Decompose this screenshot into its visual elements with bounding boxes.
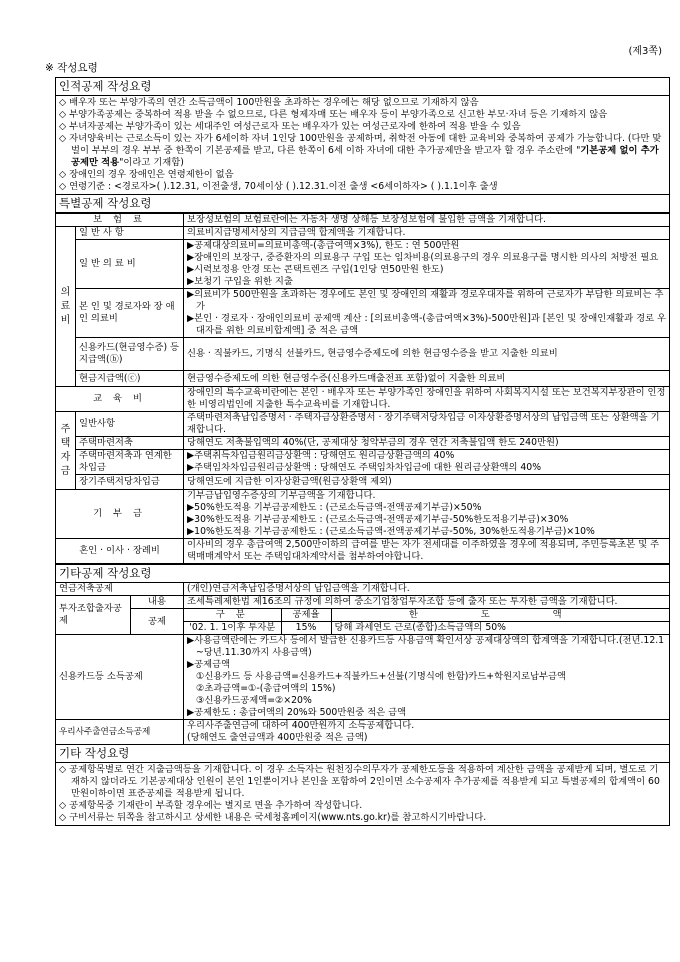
list-item: ◇ 공제항목중 기재란이 부족할 경우에는 별지로 면을 추가하여 작성합니다. <box>59 800 363 811</box>
row-label: 보 험 료 <box>56 214 184 227</box>
row-label: 기 부 금 <box>56 490 184 539</box>
instructions-form <box>55 77 670 826</box>
line: ▶10%한도적용 기부금공제한도 : (근로소득금액-전액공제기부금-50%, 30%한도적용기부금)×10% <box>187 526 595 537</box>
line: 기부금납입영수증상의 기부금액을 기재합니다. <box>187 490 376 501</box>
line: ▶공제한도 : 총급여액의 20%와 500만원중 적은 금액 <box>187 707 407 718</box>
table-row <box>56 539 670 564</box>
line: ②초과금액=①-(총급여액의 15%) <box>196 683 336 694</box>
group-label-medical <box>56 227 76 387</box>
list-item: ◇ 구비서류는 뒤쪽을 참고하시고 상세한 내용은 국세청홈페이지(www.nts.go.kr)를 참고하시기바랍니다. <box>59 812 487 823</box>
sub-label: 내용 <box>131 596 184 609</box>
row-label: 주택마련저축 <box>76 437 184 450</box>
row-text: (개인)연금저축납입증명서상의 납입금액을 기재합니다. <box>184 583 670 596</box>
line: ③신용카드공제액=②×20% <box>196 695 312 706</box>
column-header: 한 도 액 <box>331 609 669 622</box>
row-label: 교 육 비 <box>56 387 184 412</box>
list-item: ◇ 연령기준 : <경로자>( ).12.31, 이전출생, 70세이상 ( ).12.31.이전 출생 <6세이하자> ( ).1.1이후 출생 <box>59 181 498 192</box>
row-text <box>184 450 670 475</box>
row-label: 신용카드(현금영수증) 등 지급액(ⓑ) <box>76 338 184 371</box>
line: (당해연도 출연금액과 400만원중 적은 금액) <box>187 732 368 743</box>
row-text <box>184 635 670 720</box>
row-label: 연금저축공제 <box>56 583 184 596</box>
list-item: ◇ 부녀자공제는 부양가족이 있는 세대주인 여성근로자 또는 배우자가 있는 여성근로자에 한하여 적용 받을 수 있음 <box>59 121 521 132</box>
row-label: 일반사항 <box>76 412 184 437</box>
table-row <box>56 635 670 720</box>
table-row <box>56 437 670 450</box>
line: ▶사용금액란에는 카드사 등에서 발급한 신용카드등 사용금액 확인서상 공제대상액의 합계액을 기재합니다.(전년.12.1 ~당년.11.30까지 사용금액) <box>187 635 665 658</box>
row-text: 당해연도에 지급한 이자상환금액(원금상환액 제외) <box>184 475 670 490</box>
cell: '02. 1. 1이후 투자분 <box>184 622 281 635</box>
group-label-text: 주 택 자 금 <box>60 423 71 477</box>
section-title: 기타공제 작성요령 <box>56 565 670 583</box>
list-item: ◇ 공제항목별로 연간 지출금액등을 기재합니다. 이 경우 소득자는 원천징수의무자가 공제한도등을 적용하여 계산한 금액을 공제받게 되며, 별도로 기재하지 않더라도 기본공제대상 인원이 본인 1인뿐이거나 본인을 포함하여 2인이면 소수공제자 추가공제를 적용받게 되고 특별공제의 합계액이 60만원이하이면 표준공제를 적용받게 됩니다. <box>59 764 660 799</box>
line: ▶공제대상의료비=의료비총액-(총급여액×3%), 한도 : 연 500만원 <box>187 240 460 251</box>
line: 우리사주출연금에 대하여 400만원까지 소득공제합니다. <box>187 720 415 731</box>
table-row <box>56 214 670 227</box>
row-text: 장애인의 특수교육비란에는 본인 · 배우자 또는 부양가족인 장애인을 위하여 사회복지시설 또는 보건복지부장관이 인정한 비영리법인에 지출한 특수교육비를 기재합니다. <box>184 387 670 412</box>
table-row <box>56 490 670 539</box>
page-number: (제3쪽) <box>628 46 662 57</box>
cell: 당해 과세연도 근로(종합)소득금액의 50% <box>334 622 506 633</box>
list-item: ◇ 배우자 또는 부양가족의 연간 소득금액이 100만원을 초과하는 경우에는 해당 없으므로 기재하지 않음 <box>59 97 479 108</box>
row-text: 당해연도 저축불입액의 40%(단, 공제대상 청약부금의 경우 연간 저축불입액 한도 240만원) <box>184 437 670 450</box>
list-item <box>59 133 666 169</box>
table-row <box>56 371 670 387</box>
table-row <box>56 240 670 289</box>
section-title: 인적공제 작성요령 <box>56 78 670 96</box>
deduction-rate-table <box>184 609 670 635</box>
row-label: 일 반 의 료 비 <box>76 240 184 289</box>
cell: 15% <box>281 622 331 635</box>
row-text: 의료비지급명세서상의 지급금액 합계액을 기재합니다. <box>184 227 670 240</box>
list-item: ◇ 부양가족공제는 중복하여 적용 받을 수 없으므로, 다른 형제자매 또는 배우자 등이 부양가족으로 신고한 부모·자녀 등은 기재하지 않음 <box>59 109 608 120</box>
line: ①신용카드 등 사용금액=신용카드+직불카드+선불(기명식에 한함)카드+학원지로납부금액 <box>196 671 566 682</box>
row-text <box>184 490 670 539</box>
line: ▶본인 · 경로자 · 장애인의료비 공제액 계산 : [의료비총액-(총급여액×3%)-500만원]과 [본인 및 장애인재활과 경로 우대자를 위한 의료비합계액] 중 적은 금액 <box>187 313 666 336</box>
misc-items <box>56 763 670 826</box>
line: ▶의료비가 500만원을 초과하는 경우에도 본인 및 장애인의 재활과 경로우대자를 위하여 근로자가 부담한 의료비는 추가 <box>187 289 664 312</box>
text: ◇ 자녀양육비는 근로소득이 있는 자가 6세이하 자녀 1인당 100만원을 공제하며, 취학전 아동에 대한 교육비와 중복하여 공제가 가능합니다. (다만 맞벌이 부부의 경우 부부 중 한쪽이 기본공제를 받고, 다른 한쪽이 6세 이하 자녀에 대한 추가공제만을 받고자 할 경우 주소란에 " <box>59 133 662 156</box>
text: "이라고 기재함) <box>119 157 184 168</box>
section-title: 특별공제 작성요령 <box>56 195 670 213</box>
line: ▶50%한도적용 기부금공제한도 : (근로소득금액-전액공제기부금)×50% <box>187 502 482 513</box>
table-row <box>56 338 670 371</box>
line: ▶보청기 구입을 위한 지출 <box>187 276 293 287</box>
table-row <box>56 596 670 609</box>
row-text: 주택마련저축납입증명서 · 주택자금상환증명서 · 장기주택저당차입금 이자상환증명서상의 납입금액 또는 상환액을 기재합니다. <box>184 412 670 437</box>
heading: ※ 작성요령 <box>45 62 98 74</box>
row-text: 현금영수증제도에 의한 현금영수증(신용카드매출전표 포함)없이 지출한 의료비 <box>184 371 670 387</box>
row-text: 조세특례제한법 제16조의 규정에 의하여 중소기업창업투자조합 등에 출자 또는 투자한 금액을 기재합니다. <box>184 596 670 609</box>
row-label: 본 인 및 경로자와 장 애 인 의료비 <box>76 289 184 338</box>
group-label-text: 의 료 비 <box>60 286 71 326</box>
line: ▶시력보정용 안경 또는 콘택트렌즈 구입(1인당 연50만원 한도) <box>187 264 444 275</box>
personal-deduction-section <box>55 77 670 213</box>
row-text <box>184 289 670 338</box>
row-label: 투자조합출자공제 <box>56 596 131 635</box>
row-text <box>184 240 670 289</box>
personal-items <box>56 96 670 195</box>
row-label: 신용카드등 소득공제 <box>56 635 184 720</box>
line: ▶주택취득차입금원리금상환액 : 당해연도 원리금상환금액의 40% <box>187 450 455 461</box>
line: ▶30%한도적용 기부금공제한도 : (근로소득금액-전액공제기부금-50%한도적용기부금)×30% <box>187 514 569 525</box>
other-deduction-table <box>55 564 670 826</box>
column-header: 구 분 <box>184 609 281 622</box>
table-row <box>56 720 670 745</box>
section-title: 기타 작성요령 <box>56 745 670 763</box>
bold-text: 기본공제 없이 추가공제만 적용 <box>71 145 659 168</box>
group-label-housing <box>56 412 76 490</box>
row-text: 보장성보험의 보험료란에는 자동차 생명 상해등 보장성보험에 불입한 금액을 기재합니다. <box>184 214 670 227</box>
line: ▶장애인의 보장구, 중증환자의 의료용구 구입 또는 임차비용(의료용구의 경우 의료용구를 명시한 의사의 처방전 필요 <box>187 252 659 263</box>
line: ▶주택임차차입금원리금상환액 : 당해연도 주택임차차입금에 대한 원리금상환액의 40% <box>187 462 542 473</box>
row-label: 일 반 사 항 <box>76 227 184 240</box>
column-header: 공제율 <box>281 609 331 622</box>
table-row <box>56 583 670 596</box>
row-label: 현금지급액(ⓒ) <box>76 371 184 387</box>
special-deduction-table <box>55 213 670 564</box>
list-item: ◇ 장애인의 경우 장애인은 연령제한이 없음 <box>59 169 234 180</box>
table-row <box>56 387 670 412</box>
table-row <box>56 412 670 437</box>
table-row <box>56 289 670 338</box>
sub-label: 공제 <box>131 609 184 635</box>
row-label: 주택마련저축과 연계한 차입금 <box>76 450 184 475</box>
line: ▶공제금액 <box>187 659 231 670</box>
row-label: 혼인 · 이사 · 장례비 <box>56 539 184 564</box>
row-text: 이사비의 경우 총급여액 2,500만이하의 급여를 받는 자가 전세대를 이주하였을 경우에 적용되며, 주민등록초본 및 주택매매계약서 또는 주택임대차계약서를 첨부하여야합니다. <box>184 539 670 564</box>
row-text: 신용 · 직불카드, 기명식 선불카드, 현금영수증제도에 의한 현금영수증을 받고 지출한 의료비 <box>184 338 670 371</box>
row-text <box>184 720 670 745</box>
table-row <box>56 609 670 635</box>
table-row <box>56 227 670 240</box>
row-label: 우리사주출연금소득공제 <box>56 720 184 745</box>
table-row <box>56 450 670 475</box>
row-label: 장기주택저당차입금 <box>76 475 184 490</box>
table-row <box>56 475 670 490</box>
